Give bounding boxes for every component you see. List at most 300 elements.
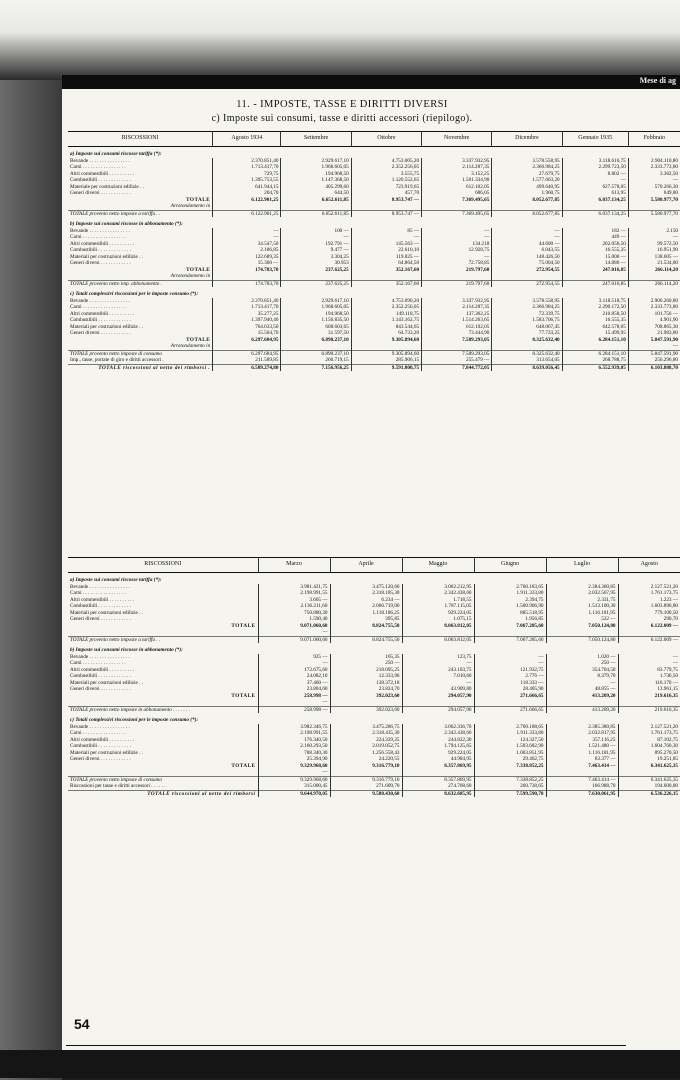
value-cell bbox=[492, 203, 562, 210]
value-cell: 21.534,80 bbox=[628, 260, 680, 267]
table-row-prov bbox=[68, 280, 680, 287]
value-cell: 405.299,60 bbox=[281, 184, 351, 191]
value-cell: 8.063.812,05 bbox=[402, 636, 474, 643]
value-cell: 3.304,25 bbox=[281, 254, 351, 261]
value-cell: 2.290.172,50 bbox=[562, 304, 628, 311]
value-cell: 8.357.869,95 bbox=[402, 776, 474, 783]
row-label: Carni . . . . . . . . . . . . . . . . . bbox=[70, 660, 126, 666]
value-cell: 44.600 — bbox=[492, 241, 562, 248]
value-cell: 5.847.591,90 bbox=[628, 350, 680, 357]
header-riscossioni: RISCOSSIONI bbox=[68, 132, 213, 147]
value-cell bbox=[628, 203, 680, 210]
value-cell: 8.325.632,40 bbox=[492, 337, 562, 344]
value-cell: 8.052.677,85 bbox=[492, 210, 562, 217]
row-label: Bevande . . . . . . . . . . . . . . . . bbox=[70, 583, 130, 590]
value-cell: 2.019.052,75 bbox=[330, 743, 402, 750]
value-cell: 8.379,70 bbox=[546, 673, 618, 680]
value-cell bbox=[330, 769, 402, 776]
value-cell: 99.572,50 bbox=[628, 241, 680, 248]
value-cell: 237.625,25 bbox=[281, 280, 351, 287]
value-cell: 7.599.590,70 bbox=[474, 790, 546, 797]
value-cell: 237.625,25 bbox=[281, 267, 351, 274]
value-cell: 612.102,05 bbox=[422, 324, 492, 331]
value-cell: 77.733,25 bbox=[492, 330, 562, 337]
value-cell: 3.118.616,75 bbox=[562, 158, 628, 165]
value-cell: 1.761.173,75 bbox=[618, 730, 680, 737]
value-cell: 2.370.851,40 bbox=[213, 158, 281, 165]
value-cell: 75.004,50 bbox=[492, 260, 562, 267]
value-cell: 243.103,75 bbox=[402, 667, 474, 674]
value-cell: 8.325.632,40 bbox=[492, 350, 562, 357]
value-cell: 19.251,85 bbox=[618, 756, 680, 763]
value-cell bbox=[562, 343, 628, 350]
value-cell: 413.209,20 bbox=[546, 693, 618, 700]
row-label: Arrotondamento in bbox=[170, 203, 211, 209]
value-cell: 210.858,50 bbox=[562, 311, 628, 318]
row-label: Combustibili . . . . . . . . . . . . . bbox=[70, 247, 131, 253]
value-cell: — bbox=[258, 629, 330, 636]
value-cell: 9.305.894,60 bbox=[351, 350, 421, 357]
value-cell: 3.382,50 bbox=[628, 171, 680, 178]
value-cell: 1.120.552,65 bbox=[351, 177, 421, 184]
value-cell: 7.369.495,65 bbox=[422, 210, 492, 217]
value-cell: 613,95 bbox=[562, 190, 628, 197]
value-cell: 30.953 bbox=[281, 260, 351, 267]
value-cell: 357.116,25 bbox=[546, 737, 618, 744]
value-cell: 1.911.333,80 bbox=[474, 590, 546, 597]
value-cell: 2.318.435,30 bbox=[330, 730, 402, 737]
value-cell: 2.366.984,25 bbox=[492, 304, 562, 311]
value-cell: 8.953.747 — bbox=[351, 197, 421, 204]
value-cell: 148.426,50 bbox=[492, 254, 562, 261]
value-cell: 21.983,80 bbox=[628, 330, 680, 337]
value-cell: 313.654,05 bbox=[492, 357, 562, 364]
value-cell: 202.056,50 bbox=[562, 241, 628, 248]
row-label: Combustibili . . . . . . . . . . . . . bbox=[70, 673, 131, 679]
value-cell: — bbox=[402, 680, 474, 687]
value-cell: 7.050.124,80 bbox=[546, 636, 618, 643]
value-cell: 449 — bbox=[562, 234, 628, 241]
header-corner-text: Mese di ag bbox=[639, 76, 676, 85]
header-month: Settembre bbox=[281, 132, 351, 147]
value-cell: 2.160.293,50 bbox=[258, 743, 330, 750]
value-cell: — bbox=[492, 228, 562, 235]
value-cell: 5.580.977,70 bbox=[628, 210, 680, 217]
value-cell: 24.082,10 bbox=[258, 673, 330, 680]
value-cell: 3.062.336,70 bbox=[402, 724, 474, 731]
value-cell bbox=[281, 343, 351, 350]
value-cell: 1.604.760,30 bbox=[618, 743, 680, 750]
value-cell: 100 — bbox=[281, 228, 351, 235]
value-cell: 352.167,60 bbox=[351, 280, 421, 287]
table-row-prov bbox=[68, 636, 680, 643]
value-cell: 7.156.956,25 bbox=[281, 364, 351, 371]
value-cell: 6.103.888,70 bbox=[628, 364, 680, 371]
value-cell: 352.167,60 bbox=[351, 267, 421, 274]
value-cell: 1.118.186,25 bbox=[330, 610, 402, 617]
table-row-prov bbox=[68, 776, 680, 783]
row-label: TOTALE riscossioni al netto dei rimborsi . bbox=[68, 364, 213, 371]
table-row-item bbox=[68, 783, 680, 790]
row-label: TOTALE bbox=[186, 266, 211, 273]
value-cell: 2.006.719,00 bbox=[330, 603, 402, 610]
riscossioni-table-2 bbox=[68, 557, 680, 797]
value-cell: 354.704,50 bbox=[546, 667, 618, 674]
value-cell: 137.362,25 bbox=[422, 311, 492, 318]
value-cell bbox=[474, 769, 546, 776]
header-month: Giugno bbox=[474, 558, 546, 573]
value-cell: 1.718,55 bbox=[402, 597, 474, 604]
header-month: Dicembre bbox=[492, 132, 562, 147]
value-cell: 1.020 — bbox=[546, 654, 618, 661]
value-cell: 1.075,15 bbox=[402, 616, 474, 623]
value-cell: 1.794.125,65 bbox=[402, 743, 474, 750]
value-cell: 247.016,85 bbox=[562, 280, 628, 287]
table-row-sec bbox=[68, 573, 680, 584]
value-cell: 3.475.120,60 bbox=[330, 584, 402, 591]
row-label: Altri commestibili . . . . . . . . . . bbox=[70, 596, 135, 603]
value-cell: 2.150 bbox=[628, 228, 680, 235]
scan-left-edge bbox=[0, 80, 62, 1080]
value-cell: 23.804,60 bbox=[258, 686, 330, 693]
value-cell: 1.968.605,05 bbox=[281, 164, 351, 171]
value-cell: 1.956,85 bbox=[474, 616, 546, 623]
value-cell: — bbox=[492, 234, 562, 241]
value-cell: 7.338.852,25 bbox=[474, 776, 546, 783]
value-cell: 255.479 — bbox=[422, 357, 492, 364]
value-cell: 2.198.991,55 bbox=[258, 590, 330, 597]
value-cell: 29.462,75 bbox=[474, 756, 546, 763]
value-cell bbox=[422, 273, 492, 280]
value-cell: — bbox=[628, 343, 680, 350]
value-cell: 6.122.901,25 bbox=[213, 210, 281, 217]
value-cell: 182 — bbox=[562, 228, 628, 235]
value-cell: 116.170 — bbox=[618, 680, 680, 687]
value-cell: 72.339,75 bbox=[492, 311, 562, 318]
table-row-sec bbox=[68, 287, 680, 298]
value-cell bbox=[213, 273, 281, 280]
table-subtitle: c) Imposte sui consumi, tasse e diritti accessori (riepilogo). bbox=[211, 113, 473, 124]
value-cell: 2.127.521,20 bbox=[618, 724, 680, 731]
value-cell: 13.961,15 bbox=[618, 686, 680, 693]
value-cell: 268.788,75 bbox=[562, 357, 628, 364]
header-month: Ottobre bbox=[351, 132, 421, 147]
value-cell: 6.552.939,85 bbox=[562, 364, 628, 371]
value-cell bbox=[351, 203, 421, 210]
table-row-arr bbox=[68, 629, 680, 636]
value-cell: 1.603.896,80 bbox=[618, 603, 680, 610]
value-cell: 2.342.438,60 bbox=[402, 730, 474, 737]
value-cell: 2.929.617,10 bbox=[281, 158, 351, 165]
value-cell: 7.050.124,80 bbox=[546, 623, 618, 630]
value-cell: 885.518,95 bbox=[474, 610, 546, 617]
value-cell: 6.284.151,10 bbox=[562, 350, 628, 357]
value-cell: 9.071.060,60 bbox=[258, 636, 330, 643]
value-cell: 7.844.772,05 bbox=[422, 364, 492, 371]
value-cell: 895.270,50 bbox=[618, 750, 680, 757]
value-cell: 194.968,50 bbox=[281, 311, 351, 318]
value-cell: 1.503.682,90 bbox=[474, 743, 546, 750]
row-label: Materiale per costruzioni edilizie . . bbox=[70, 183, 144, 190]
table-row-arr bbox=[68, 203, 680, 210]
row-label: a) Imposte sui consumi riscosse tariffa (*): bbox=[70, 577, 162, 583]
row-label: TOTALE bbox=[231, 762, 256, 769]
value-cell: 612.102,05 bbox=[422, 184, 492, 191]
value-cell: 1.960,75 bbox=[492, 190, 562, 197]
value-cell: 3.578.558,95 bbox=[492, 298, 562, 305]
value-cell: 285.906,15 bbox=[351, 357, 421, 364]
value-cell: 15.000 — bbox=[562, 254, 628, 261]
value-cell: 1.116.181,95 bbox=[546, 750, 618, 757]
value-cell: — bbox=[474, 660, 546, 667]
value-cell: 244.822,30 bbox=[402, 737, 474, 744]
value-cell: 1.395.753,55 bbox=[213, 177, 281, 184]
value-cell: 8.052.677,85 bbox=[492, 197, 562, 204]
value-cell: 1.583.706,75 bbox=[492, 317, 562, 324]
value-cell: 224.329,25 bbox=[330, 737, 402, 744]
value-cell: 219.616,35 bbox=[618, 693, 680, 700]
value-cell: 1.501.334,90 bbox=[422, 177, 492, 184]
value-cell: 627.578,05 bbox=[562, 184, 628, 191]
value-cell: 123,75 bbox=[402, 654, 474, 661]
header-month: Aprile bbox=[330, 558, 402, 573]
value-cell: — bbox=[281, 234, 351, 241]
value-cell: 8.824.755,50 bbox=[330, 623, 402, 630]
value-cell: 266.114,20 bbox=[628, 267, 680, 274]
value-cell: 7.463.414 — bbox=[546, 763, 618, 770]
value-cell: 219.616,35 bbox=[618, 706, 680, 713]
row-label: Bevande . . . . . . . . . . . . . . . . bbox=[70, 653, 130, 660]
value-cell: 608.603,65 bbox=[281, 324, 351, 331]
value-cell: 204,70 bbox=[213, 190, 281, 197]
value-cell: 87.102,75 bbox=[618, 737, 680, 744]
value-cell: 138.605 — bbox=[628, 254, 680, 261]
row-label: Materiali per costruzioni edilizie . . bbox=[70, 253, 144, 260]
value-cell: 9.477 — bbox=[281, 247, 351, 254]
row-label: Combustibili . . . . . . . . . . . . . bbox=[70, 317, 131, 323]
value-cell: 6.234 — bbox=[330, 597, 402, 604]
value-cell: 174.783,70 bbox=[213, 267, 281, 274]
value-cell: 9.329.968,60 bbox=[258, 776, 330, 783]
row-label: Bevande . . . . . . . . . . . . . . . . bbox=[70, 723, 130, 730]
value-cell bbox=[330, 629, 402, 636]
value-cell: 271.666,65 bbox=[474, 706, 546, 713]
value-cell: 2.776 — bbox=[474, 673, 546, 680]
value-cell: 7.369.495,65 bbox=[422, 197, 492, 204]
row-label: TOTALE provento netto imposte a tariffa . . bbox=[68, 636, 258, 643]
value-cell: 14.886 — bbox=[562, 260, 628, 267]
table-row-prov bbox=[68, 210, 680, 217]
value-cell: — bbox=[258, 699, 330, 706]
value-cell: — bbox=[618, 654, 680, 661]
value-cell: 290,70 bbox=[618, 616, 680, 623]
value-cell bbox=[492, 273, 562, 280]
table-title: 11. - IMPOSTE, TASSE E DIRITTI DIVERSI bbox=[236, 99, 448, 110]
value-cell: 6.536.226,15 bbox=[618, 790, 680, 797]
value-cell: 9.305.894,60 bbox=[351, 337, 421, 344]
value-cell: 3.555,75 bbox=[351, 171, 421, 178]
value-cell: 15.499,95 bbox=[562, 330, 628, 337]
row-label: Arrotondamento in bbox=[170, 273, 211, 279]
scan-top-margin bbox=[0, 0, 680, 80]
row-label: TOTALE provento netto imposte di consumo bbox=[68, 350, 213, 357]
value-cell: 274.768,60 bbox=[402, 783, 474, 790]
value-cell: 750.880,30 bbox=[258, 610, 330, 617]
row-label: Altri commestibili . . . . . . . . . . bbox=[70, 666, 135, 673]
value-cell: 9.588.430,60 bbox=[330, 790, 402, 797]
riscossioni-table-1 bbox=[68, 131, 680, 371]
value-cell: — bbox=[402, 660, 474, 667]
value-cell: 124.327,50 bbox=[474, 737, 546, 744]
value-cell bbox=[422, 203, 492, 210]
value-cell: 7.067.285,60 bbox=[474, 636, 546, 643]
value-cell: 83.779,75 bbox=[618, 667, 680, 674]
value-cell: 8.632.685,95 bbox=[402, 790, 474, 797]
value-cell: 925 — bbox=[258, 654, 330, 661]
row-label: Carni . . . . . . . . . . . . . . . . . bbox=[70, 234, 126, 240]
value-cell: 121.932,75 bbox=[474, 667, 546, 674]
value-cell: 315.000,45 bbox=[258, 783, 330, 790]
row-label: TOTALE bbox=[231, 692, 256, 699]
value-cell bbox=[281, 203, 351, 210]
value-cell: 1.968.605,05 bbox=[281, 304, 351, 311]
value-cell: 649,80 bbox=[628, 190, 680, 197]
value-cell: 73.444,90 bbox=[422, 330, 492, 337]
value-cell: 194.600,80 bbox=[618, 783, 680, 790]
table-row-arr bbox=[68, 343, 680, 350]
value-cell: 2.186,85 bbox=[213, 247, 281, 254]
value-cell: 788.340,30 bbox=[258, 750, 330, 757]
value-cell bbox=[474, 629, 546, 636]
row-label: Arrotondamento in bbox=[170, 343, 211, 349]
header-month: Gennaio 1935 bbox=[562, 132, 628, 147]
document-page bbox=[62, 89, 680, 1074]
value-cell: 8.802 — bbox=[562, 171, 628, 178]
value-cell: 6.890.237,10 bbox=[281, 337, 351, 344]
table-row-prov bbox=[68, 706, 680, 713]
value-cell: 2.760.188,65 bbox=[474, 724, 546, 731]
value-cell: 2.032.567,95 bbox=[546, 590, 618, 597]
header-month: Novembre bbox=[422, 132, 492, 147]
value-cell bbox=[562, 203, 628, 210]
value-cell: 1.156.835,50 bbox=[281, 317, 351, 324]
value-cell: — bbox=[422, 234, 492, 241]
row-label: b) Imposte sui consumi riscosse in abbonamento (*): bbox=[70, 647, 183, 653]
table-header-row bbox=[68, 132, 680, 147]
value-cell: — bbox=[213, 234, 281, 241]
value-cell: 9.071.060,60 bbox=[258, 623, 330, 630]
value-cell: 6.297.684,95 bbox=[213, 337, 281, 344]
value-cell bbox=[618, 769, 680, 776]
row-label: TOTALE provento netto imposte in abbonamento . . . . . . . bbox=[68, 706, 258, 713]
value-cell bbox=[402, 769, 474, 776]
value-cell: 642.578,05 bbox=[562, 324, 628, 331]
value-cell: 6.037.134,25 bbox=[562, 210, 628, 217]
value-cell: 1.147.368,50 bbox=[281, 177, 351, 184]
header-month: Agosto 1934 bbox=[213, 132, 281, 147]
value-cell: 843.544,65 bbox=[351, 324, 421, 331]
table-row-tot2 bbox=[68, 790, 680, 797]
value-cell: 2.366.984,25 bbox=[492, 164, 562, 171]
value-cell: 2.906.260,80 bbox=[628, 298, 680, 305]
row-label: TOTALE bbox=[231, 622, 256, 629]
value-cell: 6.122.009 — bbox=[618, 623, 680, 630]
value-cell: 1.003.851,95 bbox=[474, 750, 546, 757]
value-cell: 6.509.274,80 bbox=[213, 364, 281, 371]
row-label: Carni . . . . . . . . . . . . . . . . . bbox=[70, 730, 126, 736]
table-row-arr bbox=[68, 699, 680, 706]
value-cell: 2.333.773,80 bbox=[628, 304, 680, 311]
value-cell: 122.689,35 bbox=[213, 254, 281, 261]
table-row-prov bbox=[68, 350, 680, 357]
value-cell bbox=[351, 343, 421, 350]
row-label: TOTALE riscossioni al netto dei rimborsi bbox=[68, 790, 258, 797]
value-cell: — bbox=[213, 228, 281, 235]
value-cell: 7.589.293,05 bbox=[422, 337, 492, 344]
value-cell: 64.733,20 bbox=[351, 330, 421, 337]
row-label: Riscossioni per tasse e diritti accessori . . . . . . bbox=[70, 783, 166, 789]
value-cell: 8.639.056,45 bbox=[492, 364, 562, 371]
row-label: Generi diversi . . . . . . . . . . . . bbox=[70, 260, 131, 266]
value-cell: 258.998 — bbox=[258, 706, 330, 713]
value-cell: — bbox=[351, 234, 421, 241]
value-cell bbox=[628, 273, 680, 280]
row-label: Generi diversi . . . . . . . . . . . . bbox=[70, 616, 131, 622]
value-cell: 174.783,70 bbox=[213, 280, 281, 287]
value-cell: 165,35 bbox=[330, 654, 402, 661]
value-cell: 247.016,85 bbox=[562, 267, 628, 274]
value-cell: 2.352.256,05 bbox=[351, 304, 421, 311]
value-cell: 176.340,50 bbox=[258, 737, 330, 744]
row-label: TOTALE provento netto imp. abbonamento . bbox=[68, 280, 213, 287]
value-cell: 166.988,70 bbox=[546, 783, 618, 790]
value-cell: 138.372,18 bbox=[330, 680, 402, 687]
value-cell: 7.630.061,95 bbox=[546, 790, 618, 797]
value-cell: 44.984,95 bbox=[402, 756, 474, 763]
value-cell: 2.114.287,35 bbox=[422, 304, 492, 311]
value-cell: 3.578.558,95 bbox=[492, 158, 562, 165]
value-cell: 101.756 — bbox=[628, 311, 680, 318]
value-cell: 192.791 — bbox=[281, 241, 351, 248]
value-cell: 499.640,95 bbox=[492, 184, 562, 191]
value-cell: — bbox=[618, 660, 680, 667]
row-label: Generi diversi . . . . . . . . . . . . bbox=[70, 330, 131, 336]
value-cell: 2.385.380,85 bbox=[546, 724, 618, 731]
row-label: Combustibili . . . . . . . . . . . . . bbox=[70, 743, 131, 749]
row-label bbox=[68, 629, 258, 636]
value-cell: 6.890.237,10 bbox=[281, 350, 351, 357]
value-cell: 211.589,85 bbox=[213, 357, 281, 364]
value-cell: 392.023,60 bbox=[330, 706, 402, 713]
value-cell: 413.209,20 bbox=[546, 706, 618, 713]
value-cell: 72.758,85 bbox=[422, 260, 492, 267]
value-cell: 6.652.611,85 bbox=[281, 197, 351, 204]
scan-bottom-edge bbox=[0, 1050, 680, 1078]
value-cell: 2.352.256,05 bbox=[351, 164, 421, 171]
table-row-sec bbox=[68, 643, 680, 654]
value-cell: 2.331,75 bbox=[546, 597, 618, 604]
value-cell: 2.370.851,40 bbox=[213, 298, 281, 305]
value-cell: 1.787.115,05 bbox=[402, 603, 474, 610]
row-label: Bevande . . . . . . . . . . . . . . . . bbox=[70, 157, 130, 164]
value-cell: — bbox=[546, 680, 618, 687]
value-cell bbox=[213, 343, 281, 350]
value-cell: 23.824,70 bbox=[330, 686, 402, 693]
row-label: Imp., tasse, portate di giro e diritti accessori . bbox=[70, 357, 164, 363]
row-label: Materiali per costruzioni edilizie . . bbox=[70, 323, 144, 330]
row-label: Materiali per costruzioni edilizie . . bbox=[70, 749, 144, 756]
value-cell: 641.944,15 bbox=[213, 184, 281, 191]
